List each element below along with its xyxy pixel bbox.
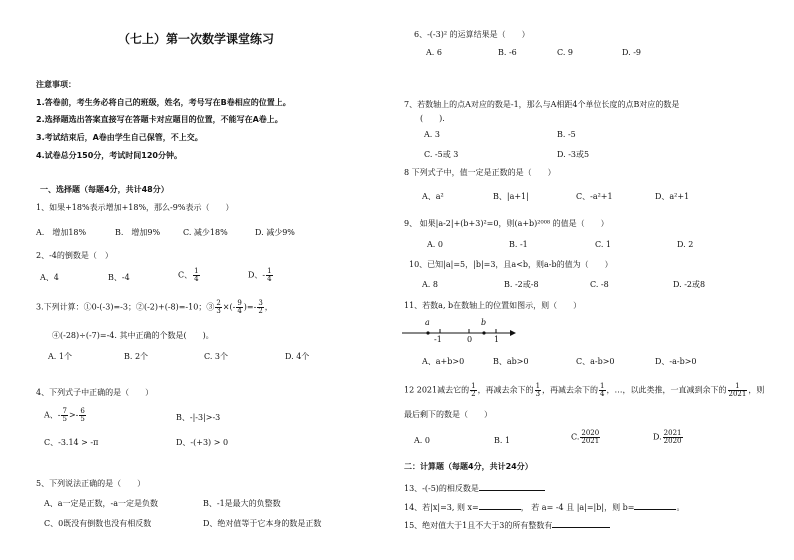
q11-label-a: a — [425, 318, 430, 327]
q1-option-b: B. 增加9% — [115, 228, 161, 237]
q2-stem: 2、-4的倒数是（ ） — [36, 251, 113, 260]
q5-option-b: B、-1是最大的负整数 — [203, 499, 281, 508]
q12-option-b: B. 1 — [494, 436, 511, 445]
q2-c-fraction: $\frac{1}{4}$ — [194, 267, 199, 283]
section-1-heading: 一、选择题（每题4分，共计48分） — [40, 185, 169, 194]
q14-x-blank[interactable] — [479, 501, 521, 510]
q11-tick-0: 0 — [467, 335, 473, 344]
q3-stem-line1: 3.下列计算：①0-(-3)=-3；②(-2)+(-8)=-10；③ $\frac{2}{3}$ ×(- $\frac{9}{4}$ )=- $\frac{3}{2}$ ， — [36, 299, 273, 315]
q2-c-prefix: C、 — [178, 270, 193, 280]
q1-option-a: A. 增加18% — [36, 228, 87, 237]
q3-option-b: B. 2个 — [124, 352, 149, 361]
page-title: （七上）第一次数学课堂练习 — [118, 32, 275, 46]
q8-option-c: C、-a²+1 — [576, 192, 613, 201]
q7-option-a: A. 3 — [424, 130, 440, 139]
q12-stem-line1: 12 2021减去它的 $\frac{1}{2}$ ，再减去余下的 $\frac{1}{3}$ ，再减去余下的 $\frac{1}{4}$ ，…，以此类推，一直减到余下的 $\frac{1}{2021}$ ，则 — [404, 382, 765, 398]
q14-b-blank[interactable] — [634, 501, 676, 510]
q6-stem: 6、-(-3)² 的运算结果是（ ） — [414, 30, 530, 39]
q3-option-a: A. 1个 — [48, 352, 72, 361]
q3-option-c: C. 3个 — [204, 352, 229, 361]
q2-d-fraction: $\frac{1}{4}$ — [267, 267, 272, 283]
q11-option-d: D、-a-b>0 — [655, 357, 697, 366]
q7-option-d: D. -3或5 — [557, 150, 590, 159]
q10-option-c: C. -8 — [590, 280, 609, 289]
q11-stem: 11、若数a, b在数轴上的位置如图示，则（ ） — [404, 301, 582, 310]
q2-option-c — [178, 268, 201, 283]
q11-tick-minus1: -1 — [434, 335, 442, 344]
q7-option-b: B. -5 — [557, 130, 576, 139]
q7-option-c: C. -5或 3 — [424, 150, 459, 159]
q9-option-b: B. -1 — [509, 240, 528, 249]
q13-answer-blank[interactable] — [479, 482, 545, 491]
q10-option-b: B. -2或-8 — [504, 280, 539, 289]
q11-tick-1: 1 — [494, 335, 500, 344]
q11-number-line — [400, 315, 520, 347]
notice-heading: 注意事项： — [36, 80, 76, 89]
notice-item-2: 2.选择题选出答案直接写在答题卡对应题目的位置，不能写在A卷上。 — [36, 115, 283, 124]
q6-option-a: A. 6 — [426, 48, 442, 57]
q6-option-b: B. -6 — [498, 48, 517, 57]
q15: 15、绝对值大于1且不大于3的所有整数有 — [404, 519, 610, 531]
q4-option-a: A、- $\frac{7}{5}$ >- $\frac{6}{5}$ — [44, 407, 85, 423]
q9-option-a: A. 0 — [427, 240, 443, 249]
q10-stem: 10、已知|a|=5，|b|=3，且a<b，则a-b的值为（ ） — [409, 260, 613, 269]
q2-option-b: B、-4 — [108, 273, 130, 282]
q4-option-c: C、-3.14 > -π — [44, 438, 99, 447]
q12-stem-line2: 最后剩下的数是（ ） — [404, 410, 492, 419]
q10-option-a: A. 8 — [422, 280, 438, 289]
notice-item-4: 4.试卷总分150分，考试时间120分钟。 — [36, 151, 183, 160]
notice-item-3: 3.考试结束后，A卷由学生自己保管，不上交。 — [36, 133, 203, 142]
section-2-heading: 二：计算题（每题4分，共计24分） — [404, 462, 533, 471]
q11-option-b: B、ab>0 — [493, 357, 529, 366]
q5-option-a: A、a一定是正数，-a一定是负数 — [44, 499, 159, 508]
q1-option-c: C. 减少18% — [183, 228, 228, 237]
q13: 13、-(-5)的相反数是 — [404, 482, 545, 494]
q8-stem: 8 下列式子中，值一定是正数的是（ ） — [404, 168, 556, 177]
q7-stem-line1: 7、若数轴上的点A对应的数是-1，那么与A相距4个单位长度的点B对应的数是 — [404, 100, 680, 109]
q4-option-d: D、-(+3) > 0 — [176, 438, 229, 447]
q9-option-d: D. 2 — [677, 240, 694, 249]
q8-option-a: A、a² — [422, 192, 444, 201]
q2-d-prefix: D、- — [248, 270, 266, 280]
q2-option-d — [248, 268, 274, 283]
notice-item-1: 1.答卷前，考生务必将自己的班级，姓名，考号写在B卷相应的位置上。 — [36, 98, 291, 107]
q12-option-d: D. $\frac{2021}{2020}$ — [653, 429, 682, 445]
q2-option-a: A、4 — [40, 273, 59, 282]
q4-option-b: B、-|-3|>-3 — [176, 413, 221, 422]
q5-option-c: C、0既没有倒数也没有相反数 — [44, 519, 152, 528]
q12-option-c: C. $\frac{2020}{2021}$ — [571, 429, 600, 445]
q14: 14、若|x|=3, 则 x= ， 若 a= -4 且 |a|=|b|，则 b= 。 — [404, 503, 685, 512]
q1-option-d: D. 减少9% — [255, 228, 295, 237]
q10-option-d: D. -2或8 — [673, 280, 706, 289]
q11-option-c: C、a-b>0 — [576, 357, 615, 366]
q4-stem: 4、下列式子中正确的是（ ） — [36, 388, 154, 397]
q7-stem-line2: ( ). — [420, 114, 445, 123]
q1-stem: 1、如果+18%表示增加+18%，那么-9%表示（ ） — [36, 203, 234, 212]
q8-option-b: B、|a+1| — [493, 192, 529, 201]
q8-option-d: D、a²+1 — [655, 192, 690, 201]
q6-option-c: C. 9 — [557, 48, 574, 57]
q3-option-d: D. 4个 — [285, 352, 310, 361]
q5-stem: 5、下列说法正确的是（ ） — [36, 479, 146, 488]
q15-answer-blank[interactable] — [552, 519, 610, 528]
q3-stem-line2: ④(-28)÷(-7)=-4. 其中正确的个数是( )。 — [52, 331, 214, 340]
q11-label-b: b — [481, 318, 487, 327]
q6-option-d: D. -9 — [622, 48, 642, 57]
q9-option-c: C. 1 — [595, 240, 612, 249]
q11-option-a: A、a+b>0 — [422, 357, 465, 366]
q12-option-a: A. 0 — [414, 436, 430, 445]
q9-stem: 9、 如果|a-2|+(b+3)²=0，则(a+b)²⁰⁰⁸ 的值是（ ） — [404, 219, 609, 228]
q5-option-d: D、绝对值等于它本身的数是正数 — [203, 519, 322, 528]
